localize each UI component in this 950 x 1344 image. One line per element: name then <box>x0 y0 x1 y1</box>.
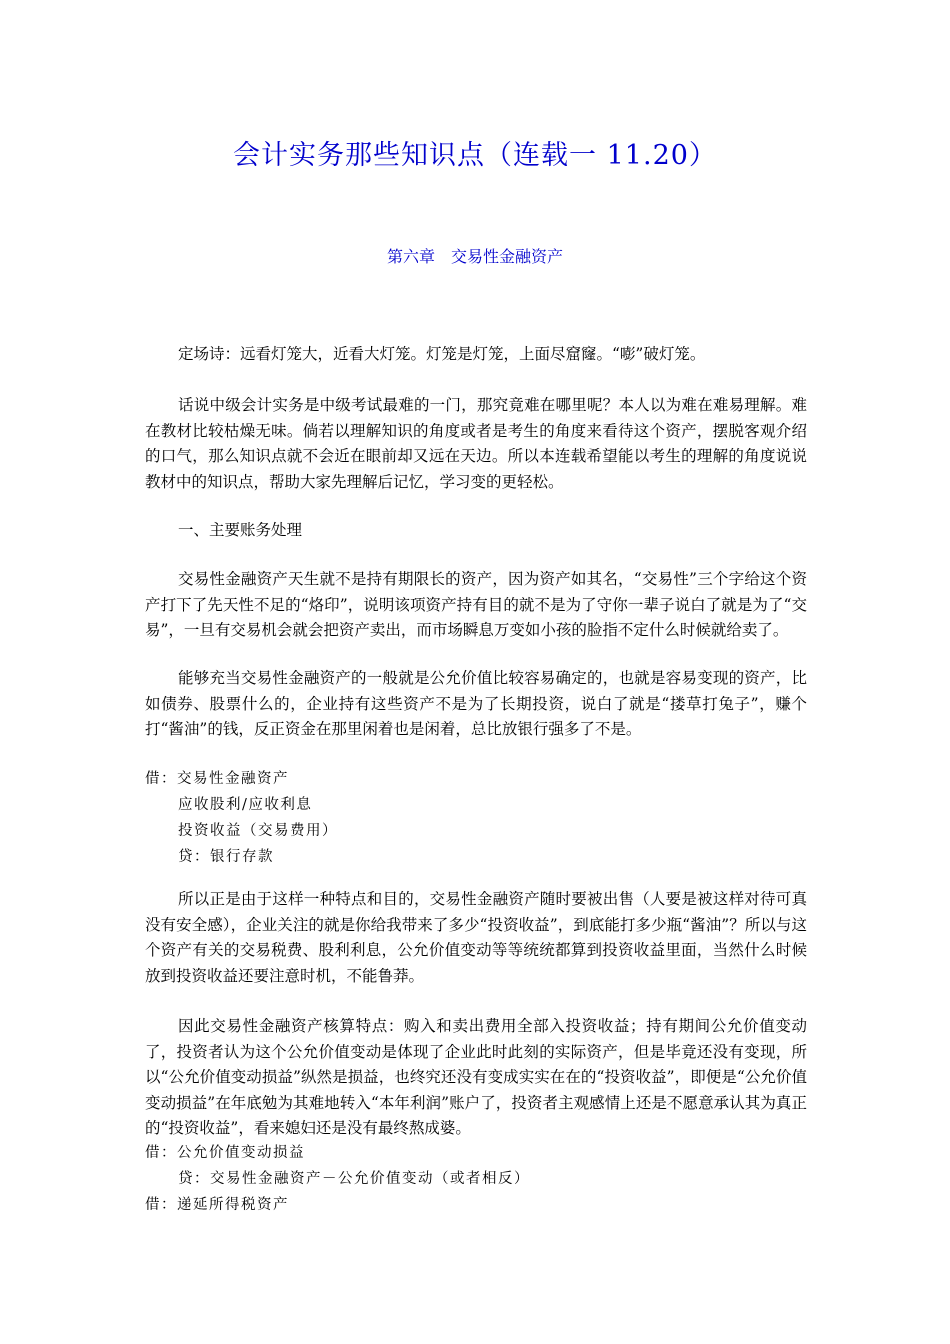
journal-entry-line: 借：交易性金融资产 <box>145 771 289 787</box>
opening-poem: 定场诗：远看灯笼大，近看大灯笼。灯笼是灯笼，上面尽窟窿。“嘭”破灯笼。 <box>178 345 706 363</box>
journal-entry-line: 贷：交易性金融资产－公允价值变动（或者相反） <box>178 1171 530 1187</box>
chapter-heading: 第六章 交易性金融资产 <box>386 247 563 266</box>
intro-paragraph: 话说中级会计实务是中级考试最难的一门，那究竟难在哪里呢？本人以为难在难易理解。难在教材比较枯燥无味。倘若以理解知识的角度或者是考生的角度来看待这个资产，摆脱客观介绍的口气，那么知识点就不会近在眼前却又远在天边。所以本连载希望能以考生的理解的角度说说教材中的知识点，帮助大家先理解后记忆，学习变的更轻松。 <box>145 396 807 491</box>
journal-entry-line: 贷：银行存款 <box>178 849 274 865</box>
journal-entry-line: 投资收益（交易费用） <box>178 823 338 839</box>
body-paragraph: 能够充当交易性金融资产的一般就是公允价值比较容易确定的，也就是容易变现的资产，比如债券、股票什么的，企业持有这些资产不是为了长期投资，说白了就是“搂草打兔子”，赚个打“酱油”的钱，反正资金在那里闲着也是闲着，总比放银行强多了不是。 <box>145 669 807 738</box>
section-heading: 一、主要账务处理 <box>178 521 303 539</box>
journal-entry-line: 应收股利/应收利息 <box>178 797 313 813</box>
journal-entry-line: 借：递延所得税资产 <box>145 1197 289 1213</box>
body-paragraph: 因此交易性金融资产核算特点：购入和卖出费用全部入投资收益；持有期间公允价值变动了，投资者认为这个公允价值变动是体现了企业此时此刻的实际资产，但是毕竟还没有变现，所以“公允价值变动损益”纵然是损益，也终究还没有变成实实在在的“投资收益”，即便是“公允价值变动损益”在年底勉为其难地转入“本年利润”账户了，投资者主观感情上还是不愿意承认其为真正的“投资收益”，看来媳妇还是没有最终熬成婆。 <box>145 1017 807 1137</box>
body-paragraph: 交易性金融资产天生就不是持有期限长的资产，因为资产如其名，“交易性”三个字给这个资产打下了先天性不足的“烙印”，说明该项资产持有目的就不是为了守你一辈子说白了就是为了“交易”，一旦有交易机会就会把资产卖出，而市场瞬息万变如小孩的脸指不定什么时候就给卖了。 <box>145 570 807 639</box>
body-paragraph: 所以正是由于这样一种特点和目的，交易性金融资产随时要被出售（人要是被这样对待可真没有安全感），企业关注的就是你给我带来了多少“投资收益”，到底能打多少瓶“酱油”？所以与这个资产有关的交易税费、股利利息，公允价值变动等等统统都算到投资收益里面，当然什么时候放到投资收益还要注意时机，不能鲁莽。 <box>145 890 807 985</box>
journal-entry-line: 借：公允价值变动损益 <box>145 1145 305 1161</box>
document-title: 会计实务那些知识点（连载一 11.20） <box>233 140 717 171</box>
